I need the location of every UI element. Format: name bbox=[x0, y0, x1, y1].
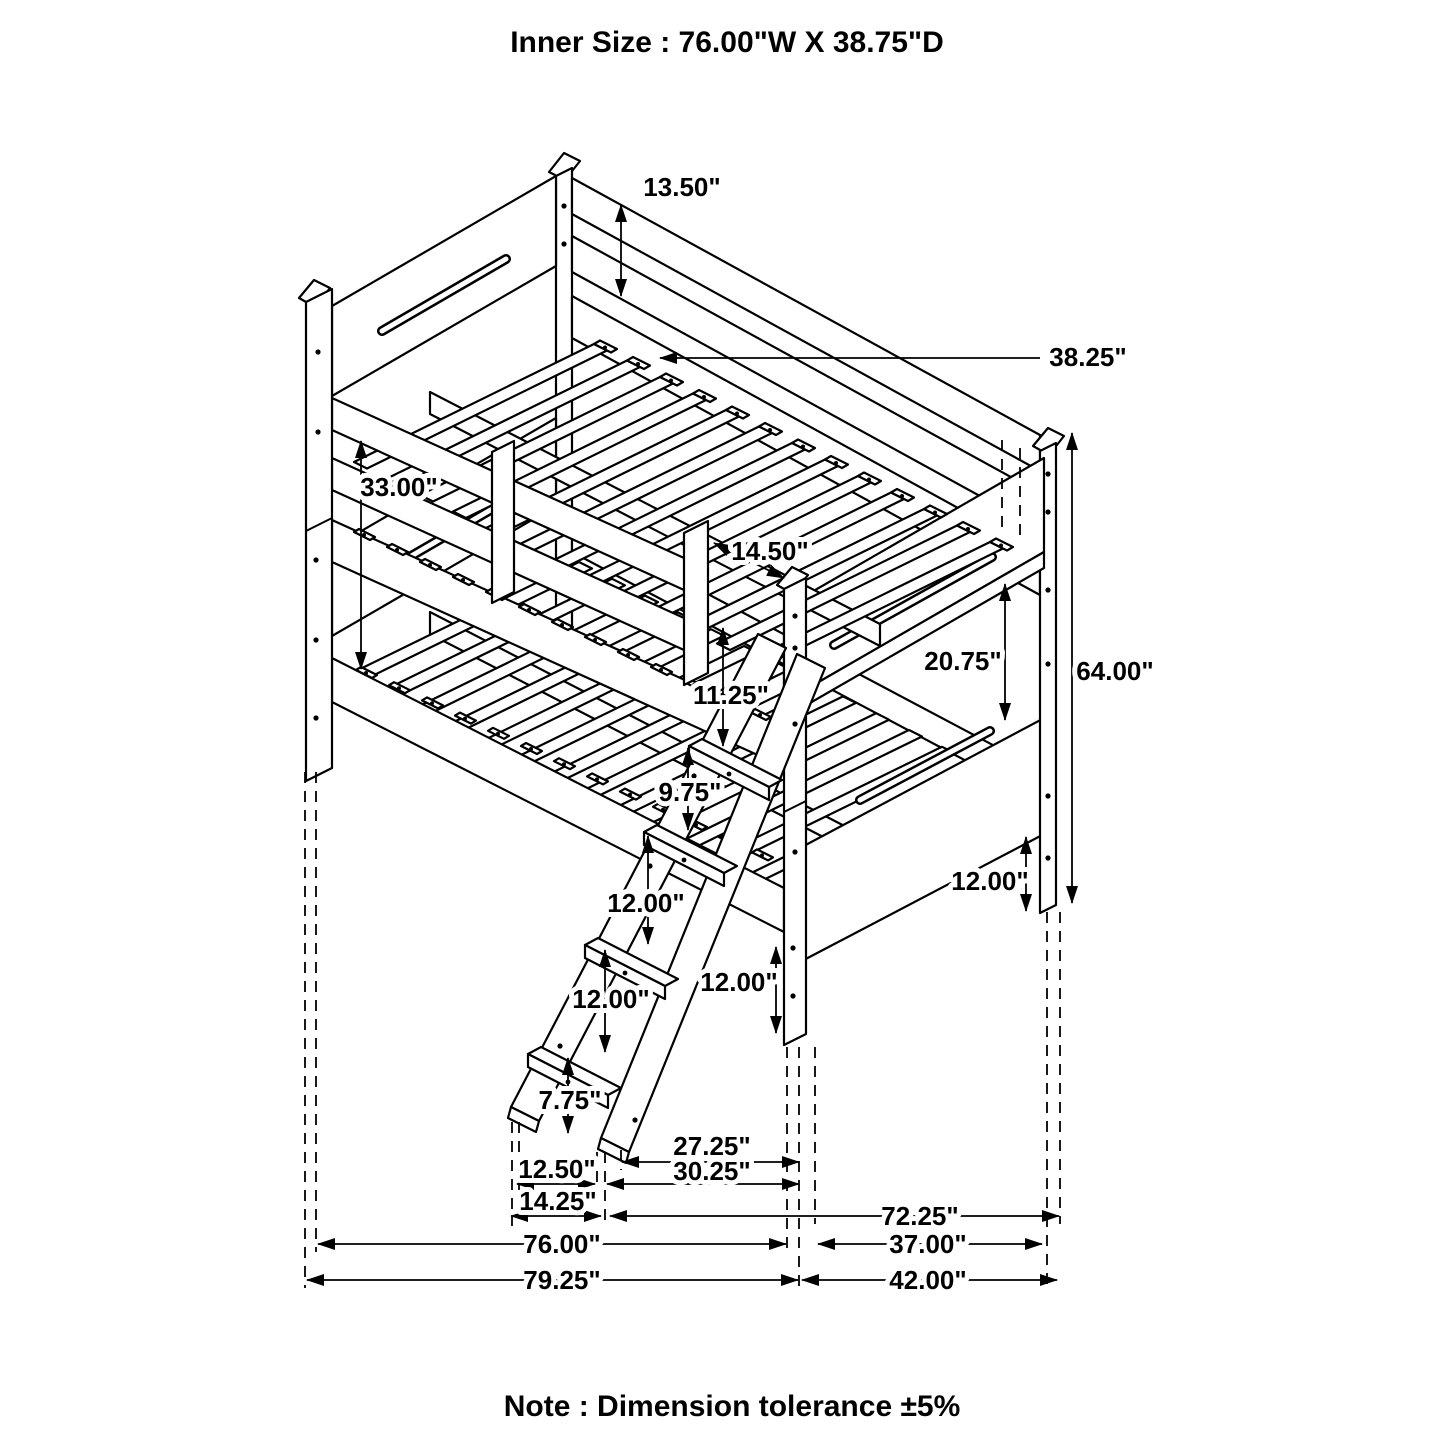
dim-ladder-foot-outer bbox=[511, 1186, 601, 1216]
upper-headboard-panel bbox=[332, 176, 556, 396]
dim-overall-length bbox=[307, 1265, 798, 1295]
svg-text:64.00": 64.00" bbox=[1076, 656, 1154, 686]
dim-bed-length bbox=[318, 1229, 786, 1259]
lower-footboard-panel bbox=[800, 716, 1048, 962]
svg-text:13.50": 13.50" bbox=[643, 172, 721, 202]
dim-front-leg-height bbox=[700, 947, 777, 1033]
page-title: Inner Size : 76.00"W X 38.75"D bbox=[510, 26, 944, 59]
svg-text:14.25": 14.25" bbox=[519, 1186, 597, 1216]
svg-text:42.00": 42.00" bbox=[889, 1265, 967, 1295]
dim-overall-depth bbox=[802, 1265, 1057, 1295]
svg-text:79.25": 79.25" bbox=[523, 1265, 601, 1295]
svg-text:11.25": 11.25" bbox=[693, 680, 769, 710]
tolerance-note: Note : Dimension tolerance ±5% bbox=[503, 1390, 961, 1423]
svg-text:72.25": 72.25" bbox=[881, 1201, 959, 1231]
dim-bed-depth bbox=[818, 1229, 1042, 1259]
svg-text:14.50": 14.50" bbox=[731, 536, 809, 566]
svg-text:30.25": 30.25" bbox=[673, 1156, 751, 1186]
dim-ladder-foot-width bbox=[517, 1154, 596, 1184]
guard-post-left bbox=[492, 441, 514, 603]
svg-text:9.75": 9.75" bbox=[658, 777, 722, 807]
svg-text:38.25": 38.25" bbox=[1049, 342, 1127, 372]
svg-text:37.00": 37.00" bbox=[889, 1229, 967, 1259]
svg-text:20.75": 20.75" bbox=[924, 646, 1002, 676]
svg-text:76.00": 76.00" bbox=[523, 1229, 601, 1259]
svg-text:12.50": 12.50" bbox=[518, 1154, 596, 1184]
svg-text:27.25": 27.25" bbox=[673, 1131, 751, 1161]
svg-text:12.00": 12.00" bbox=[607, 888, 685, 918]
svg-text:12.00": 12.00" bbox=[951, 866, 1029, 896]
svg-text:12.00": 12.00" bbox=[572, 984, 650, 1014]
svg-text:33.00": 33.00" bbox=[360, 472, 438, 502]
head-front-post bbox=[306, 289, 332, 781]
guard-post-right bbox=[684, 521, 708, 685]
svg-text:12.00": 12.00" bbox=[700, 967, 778, 997]
dim-inner-length bbox=[610, 1201, 1059, 1231]
dim-overall-height bbox=[1072, 433, 1154, 903]
svg-text:7.75": 7.75" bbox=[538, 1085, 602, 1115]
dim-ladder-span-outer bbox=[607, 1156, 799, 1186]
